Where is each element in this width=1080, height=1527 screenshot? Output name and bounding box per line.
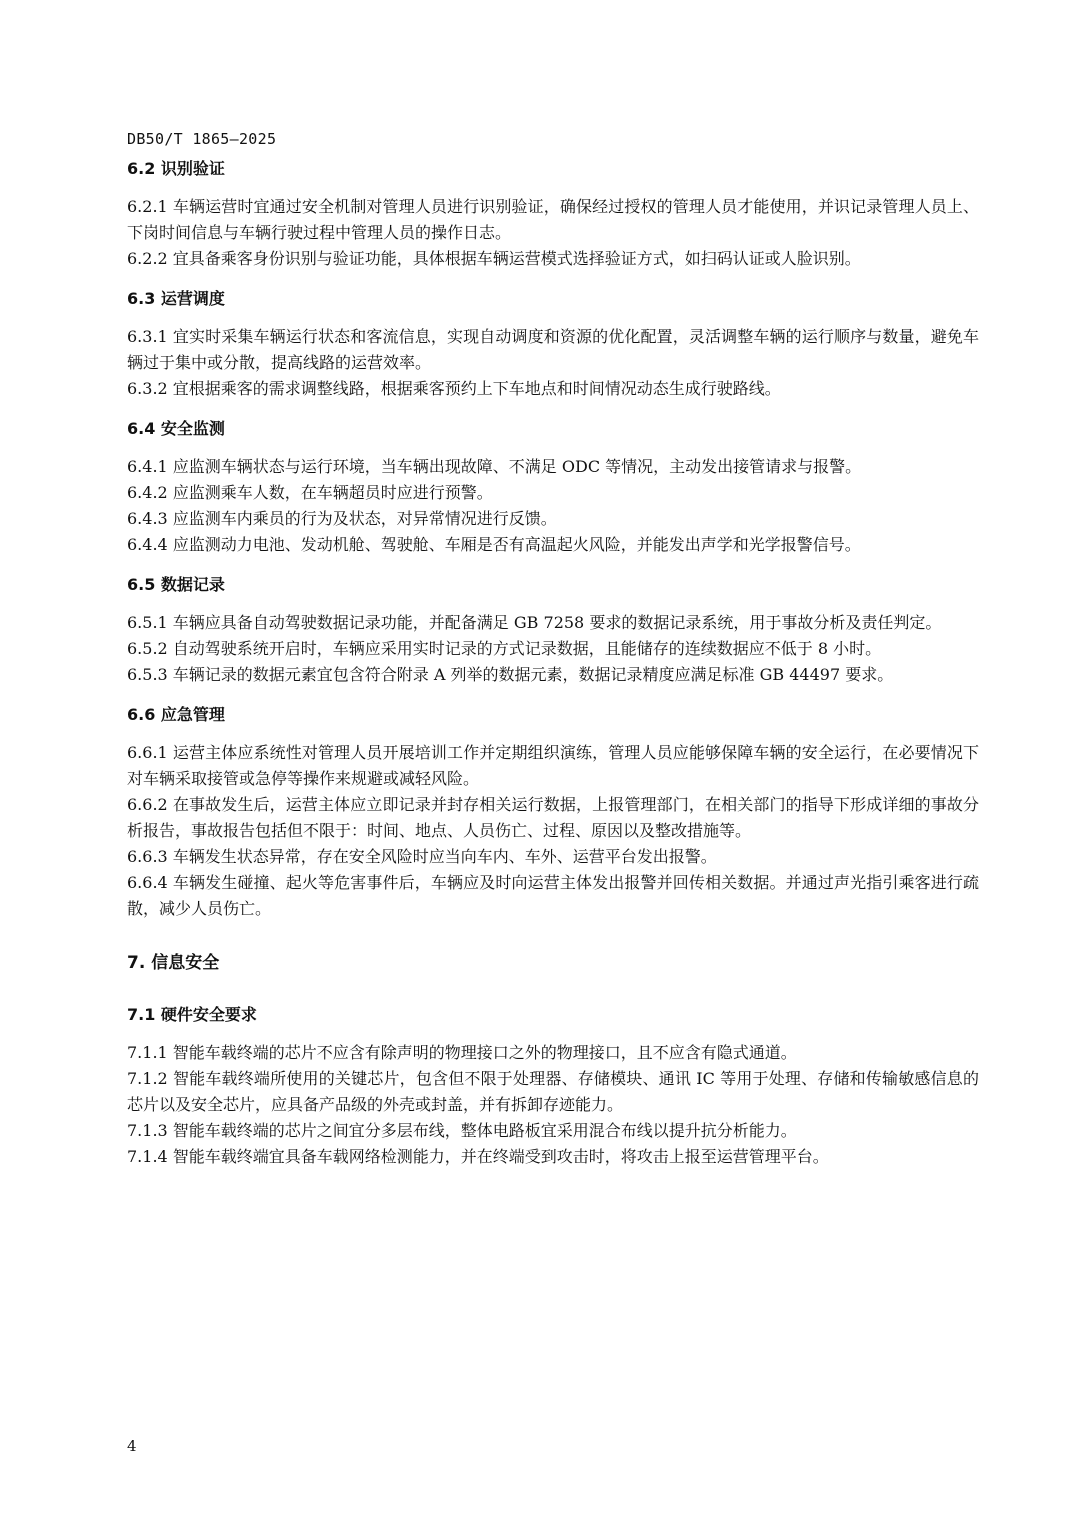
clause-6-4-1: 6.4.1 应监测车辆状态与运行环境，当车辆出现故障、不满足 ODC 等情况，主动发出接管请求与报警。 xyxy=(127,457,862,476)
clause-6-3-2: 6.3.2 宜根据乘客的需求调整线路，根据乘客预约上下车地点和时间情况动态生成行驶路线。 xyxy=(127,379,781,398)
section-7-1 xyxy=(127,1002,979,1170)
clause-7-1-4: 7.1.4 智能车载终端宜具备车载网络检测能力，并在终端受到攻击时，将攻击上报至运营管理平台。 xyxy=(127,1147,829,1166)
clause-6-5-2: 6.5.2 自动驾驶系统开启时，车辆应采用实时记录的方式记录数据，且能储存的连续数据应不低于 8 小时。 xyxy=(127,639,882,658)
section-6-5 xyxy=(127,572,979,688)
clause-6-5-1: 6.5.1 车辆应具备自动驾驶数据记录功能，并配备满足 GB 7258 要求的数据记录系统，用于事故分析及责任判定。 xyxy=(127,613,942,632)
clause-6-3-1: 6.3.1 宜实时采集车辆运行状态和客流信息，实现自动调度和资源的优化配置，灵活调整车辆的运行顺序与数量，避免车辆过于集中或分散，提高线路的运营效率。 xyxy=(127,327,979,372)
section-heading: 7.1 硬件安全要求 xyxy=(127,1005,257,1024)
section-heading: 6.5 数据记录 xyxy=(127,575,225,594)
section-6-2 xyxy=(127,156,979,272)
section-6-3 xyxy=(127,286,979,402)
clause-6-6-2: 6.6.2 在事故发生后，运营主体应立即记录并封存相关运行数据，上报管理部门，在相关部门的指导下形成详细的事故分析报告，事故报告包括但不限于：时间、地点、人员伤亡、过程、原因以及整改措施等。 xyxy=(127,795,979,840)
chapter-heading-7: 7. 信息安全 xyxy=(127,953,220,973)
clause-6-2-2: 6.2.2 宜具备乘客身份识别与验证功能，具体根据车辆运营模式选择验证方式，如扫码认证或人脸识别。 xyxy=(127,249,861,268)
clause-6-6-4: 6.6.4 车辆发生碰撞、起火等危害事件后，车辆应及时向运营主体发出报警并回传相关数据。并通过声光指引乘客进行疏散，减少人员伤亡。 xyxy=(127,873,979,918)
section-heading: 6.4 安全监测 xyxy=(127,419,225,438)
document-body xyxy=(127,156,979,1184)
section-heading: 6.2 识别验证 xyxy=(127,159,225,178)
section-heading: 6.6 应急管理 xyxy=(127,705,225,724)
clause-7-1-1: 7.1.1 智能车载终端的芯片不应含有除声明的物理接口之外的物理接口，且不应含有隐式通道。 xyxy=(127,1043,797,1062)
clause-6-6-1: 6.6.1 运营主体应系统性对管理人员开展培训工作并定期组织演练，管理人员应能够保障车辆的安全运行，在必要情况下对车辆采取接管或急停等操作来规避或减轻风险。 xyxy=(127,743,979,788)
clause-7-1-3: 7.1.3 智能车载终端的芯片之间宜分多层布线，整体电路板宜采用混合布线以提升抗分析能力。 xyxy=(127,1121,797,1140)
clause-6-6-3: 6.6.3 车辆发生状态异常，存在安全风险时应当向车内、车外、运营平台发出报警。 xyxy=(127,847,717,866)
document-code: DB50/T 1865—2025 xyxy=(127,130,277,148)
page-number: 4 xyxy=(127,1437,137,1455)
clause-6-4-3: 6.4.3 应监测车内乘员的行为及状态，对异常情况进行反馈。 xyxy=(127,509,557,528)
spacer xyxy=(127,936,979,950)
clause-6-4-2: 6.4.2 应监测乘车人数，在车辆超员时应进行预警。 xyxy=(127,483,493,502)
clause-7-1-2: 7.1.2 智能车载终端所使用的关键芯片，包含但不限于处理器、存储模块、通讯 IC 等用于处理、存储和传输敏感信息的芯片以及安全芯片，应具备产品级的外壳或封盖，并有拆卸存迹能力。 xyxy=(127,1069,979,1114)
section-6-4 xyxy=(127,416,979,558)
clause-6-4-4: 6.4.4 应监测动力电池、发动机舱、驾驶舱、车厢是否有高温起火风险，并能发出声学和光学报警信号。 xyxy=(127,535,861,554)
clause-6-5-3: 6.5.3 车辆记录的数据元素宜包含符合附录 A 列举的数据元素，数据记录精度应满足标准 GB 44497 要求。 xyxy=(127,665,894,684)
section-heading: 6.3 运营调度 xyxy=(127,289,225,308)
clause-6-2-1: 6.2.1 车辆运营时宜通过安全机制对管理人员进行识别验证，确保经过授权的管理人员才能使用，并识记录管理人员上、下岗时间信息与车辆行驶过程中管理人员的操作日志。 xyxy=(127,197,979,242)
section-6-6 xyxy=(127,702,979,922)
